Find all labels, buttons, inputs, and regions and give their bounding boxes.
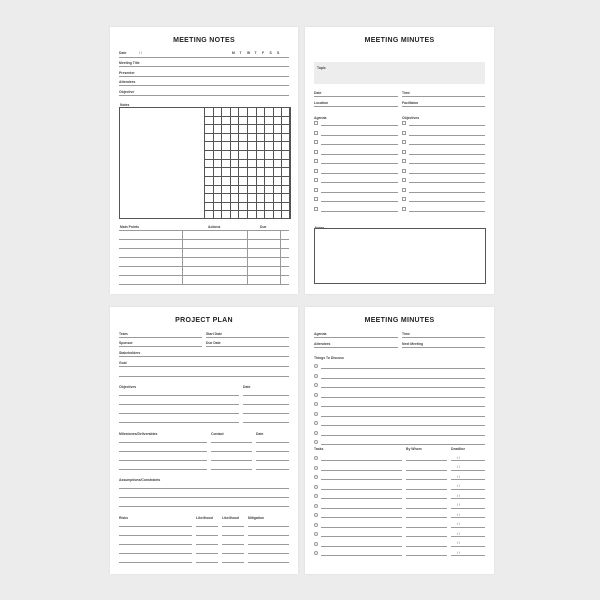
weekday-letter[interactable]: M xyxy=(232,51,235,55)
grid-line xyxy=(204,202,290,203)
agenda-checkbox[interactable] xyxy=(314,188,318,192)
objective-checkbox[interactable] xyxy=(402,150,406,154)
task-checkbox[interactable] xyxy=(314,456,318,460)
task-line[interactable] xyxy=(321,527,402,528)
agenda-checkbox[interactable] xyxy=(314,178,318,182)
task-checkbox[interactable] xyxy=(314,485,318,489)
deadline-line[interactable] xyxy=(451,460,485,461)
field-label: Presenter xyxy=(119,70,135,75)
task-checkbox[interactable] xyxy=(314,513,318,517)
task-line[interactable] xyxy=(321,498,402,499)
objective-line[interactable] xyxy=(409,201,485,202)
impact-line[interactable] xyxy=(222,526,244,527)
team-label: Team xyxy=(119,332,128,336)
meeting-notes-title: MEETING NOTES xyxy=(173,37,235,44)
grid-line xyxy=(290,107,291,219)
discuss-line[interactable] xyxy=(321,425,485,426)
objective-date-line[interactable] xyxy=(243,413,289,414)
notes-label: Notes xyxy=(120,103,130,107)
objective-line[interactable] xyxy=(409,125,485,126)
sponsor-line xyxy=(119,346,202,347)
field-line[interactable] xyxy=(119,85,289,86)
attendees-line xyxy=(314,347,398,348)
field-label: Meeting Title xyxy=(119,61,140,65)
grid-line xyxy=(204,124,290,125)
team-line xyxy=(119,337,202,338)
topic-box[interactable] xyxy=(314,62,485,84)
grid-line xyxy=(204,133,290,134)
risk-line[interactable] xyxy=(119,535,192,536)
field-label: Objective xyxy=(119,89,135,94)
task-line[interactable] xyxy=(321,479,402,480)
table-row-line[interactable] xyxy=(119,239,289,240)
by-whom-line[interactable] xyxy=(406,470,447,471)
mitigation-line[interactable] xyxy=(248,553,289,554)
objective-checkbox[interactable] xyxy=(402,131,406,135)
stakeholders-line xyxy=(119,356,289,357)
deadline-line[interactable] xyxy=(451,527,485,528)
discuss-checkbox[interactable] xyxy=(314,364,318,368)
discuss-checkbox[interactable] xyxy=(314,402,318,406)
deadline-line[interactable] xyxy=(451,508,485,509)
grid-line xyxy=(204,159,290,160)
milestone-date-label: Date xyxy=(256,432,264,436)
goal-line xyxy=(119,366,289,367)
milestones-label: Milestones/Deliverables xyxy=(119,432,158,436)
risk-line[interactable] xyxy=(119,526,192,527)
deadline-line[interactable] xyxy=(451,536,485,537)
contact-line[interactable] xyxy=(211,442,252,443)
deadline-slashes: / / xyxy=(457,484,460,488)
objectives-label: Objectives xyxy=(119,385,137,389)
stakeholders-label: Stakeholders xyxy=(119,351,141,355)
tasks-header: Tasks xyxy=(314,447,324,451)
task-checkbox[interactable] xyxy=(314,532,318,536)
due-line xyxy=(206,346,289,347)
actions-header: Actions xyxy=(208,225,221,229)
discuss-line[interactable] xyxy=(321,444,485,445)
notes-box[interactable] xyxy=(314,228,486,284)
agenda-label: Agenda xyxy=(314,332,327,336)
milestone-date-line[interactable] xyxy=(256,469,289,470)
deadline-header: Deadline xyxy=(451,447,466,451)
risks-header: Risks xyxy=(119,516,129,520)
milestone-date-line[interactable] xyxy=(256,460,289,461)
goal-line-2 xyxy=(119,376,289,377)
by-whom-line[interactable] xyxy=(406,508,447,509)
discuss-checkbox[interactable] xyxy=(314,383,318,387)
by-whom-line[interactable] xyxy=(406,460,447,461)
task-checkbox[interactable] xyxy=(314,466,318,470)
grid-line xyxy=(204,176,290,177)
deadline-line[interactable] xyxy=(451,498,485,499)
meeting-minutes-page-2 xyxy=(305,307,494,574)
agenda-checkbox[interactable] xyxy=(314,197,318,201)
milestone-line[interactable] xyxy=(119,469,207,470)
topic-label: Topic xyxy=(317,66,326,70)
due-header: Due xyxy=(260,225,267,229)
deadline-slashes: / / xyxy=(457,474,460,479)
time-label: Time xyxy=(402,91,410,95)
assumptions-label: Assumptions/Constraints xyxy=(119,478,161,482)
agenda-line[interactable] xyxy=(321,154,398,155)
by-whom-line[interactable] xyxy=(406,546,447,547)
objective-checkbox[interactable] xyxy=(402,140,406,144)
mitigation-line[interactable] xyxy=(248,544,289,545)
table-row-line[interactable] xyxy=(119,257,289,258)
milestone-line[interactable] xyxy=(119,460,207,461)
field-line[interactable] xyxy=(119,76,289,77)
date-line xyxy=(314,96,398,97)
task-line[interactable] xyxy=(321,470,402,471)
contact-line[interactable] xyxy=(211,469,252,470)
task-line[interactable] xyxy=(321,517,402,518)
deadline-slashes: / / xyxy=(457,503,460,507)
deadline-slashes: / / xyxy=(457,512,460,517)
objective-line[interactable] xyxy=(119,413,239,414)
task-checkbox[interactable] xyxy=(314,504,318,508)
deadline-slashes: / / xyxy=(457,541,460,545)
milestone-date-line[interactable] xyxy=(256,451,289,452)
objectives-date-label: Date xyxy=(243,385,251,389)
objective-line[interactable] xyxy=(119,404,239,405)
likelihood-line[interactable] xyxy=(196,553,218,554)
grid-line xyxy=(204,185,290,186)
time-line xyxy=(402,337,485,338)
task-checkbox[interactable] xyxy=(314,542,318,546)
mitigation-line[interactable] xyxy=(248,526,289,527)
task-line[interactable] xyxy=(321,555,402,556)
next-meeting-label: Next Meeting xyxy=(402,342,424,346)
weekday-letter[interactable]: T xyxy=(254,51,257,55)
task-line[interactable] xyxy=(321,536,402,537)
impact-line[interactable] xyxy=(222,535,244,536)
task-line[interactable] xyxy=(321,460,402,461)
table-row-line[interactable] xyxy=(119,266,289,267)
task-checkbox[interactable] xyxy=(314,475,318,479)
objective-line[interactable] xyxy=(409,144,485,145)
discuss-checkbox[interactable] xyxy=(314,393,318,397)
field-line[interactable] xyxy=(119,95,289,96)
discuss-checkbox[interactable] xyxy=(314,421,318,425)
objective-date-line[interactable] xyxy=(243,395,289,396)
agenda-checkbox[interactable] xyxy=(314,150,318,154)
grid-line xyxy=(204,210,290,211)
impact-line[interactable] xyxy=(222,562,244,563)
agenda-line[interactable] xyxy=(321,182,398,183)
grid-line xyxy=(204,150,290,151)
goal-label: Goal xyxy=(119,361,127,365)
table-header-line xyxy=(119,230,289,231)
weekday-letter[interactable]: S xyxy=(277,51,280,55)
weekday-letter[interactable]: W xyxy=(247,51,251,55)
objective-checkbox[interactable] xyxy=(402,207,406,211)
task-line[interactable] xyxy=(321,508,402,509)
date-label: Date xyxy=(314,91,322,95)
objective-checkbox[interactable] xyxy=(402,188,406,192)
discuss-line[interactable] xyxy=(321,406,485,407)
discuss-checkbox[interactable] xyxy=(314,374,318,378)
agenda-line[interactable] xyxy=(321,173,398,174)
agenda-line[interactable] xyxy=(321,125,398,126)
likelihood-line[interactable] xyxy=(196,562,218,563)
likelihood-line[interactable] xyxy=(196,544,218,545)
meeting-minutes-page-1 xyxy=(305,27,494,294)
contact-line[interactable] xyxy=(211,451,252,452)
discuss-line[interactable] xyxy=(321,397,485,398)
discuss-checkbox[interactable] xyxy=(314,431,318,435)
mitigation-line[interactable] xyxy=(248,562,289,563)
divider xyxy=(119,57,289,58)
objective-line[interactable] xyxy=(119,395,239,396)
next-meeting-line xyxy=(402,347,485,348)
time-label: Time xyxy=(402,332,410,336)
objective-checkbox[interactable] xyxy=(402,121,406,125)
objective-line[interactable] xyxy=(409,154,485,155)
impact-line[interactable] xyxy=(222,553,244,554)
by-whom-line[interactable] xyxy=(406,517,447,518)
objective-line[interactable] xyxy=(409,163,485,164)
agenda-line[interactable] xyxy=(321,144,398,145)
objective-checkbox[interactable] xyxy=(402,159,406,163)
discuss-line[interactable] xyxy=(321,387,485,388)
objective-line[interactable] xyxy=(409,182,485,183)
due-date-label: Due Date xyxy=(206,341,221,345)
agenda-checkbox[interactable] xyxy=(314,159,318,163)
agenda-line[interactable] xyxy=(321,201,398,202)
impact-line[interactable] xyxy=(222,544,244,545)
meeting-minutes-title-2: MEETING MINUTES xyxy=(364,317,435,324)
by-whom-line[interactable] xyxy=(406,498,447,499)
risk-line[interactable] xyxy=(119,562,192,563)
grid-line xyxy=(204,141,290,142)
table-row-line[interactable] xyxy=(119,284,289,285)
mitigation-line[interactable] xyxy=(248,535,289,536)
deadline-line[interactable] xyxy=(451,470,485,471)
objective-checkbox[interactable] xyxy=(402,178,406,182)
agenda-checkbox[interactable] xyxy=(314,207,318,211)
contact-label: Contact xyxy=(211,432,224,436)
discuss-checkbox[interactable] xyxy=(314,412,318,416)
by-whom-line[interactable] xyxy=(406,489,447,490)
objective-checkbox[interactable] xyxy=(402,197,406,201)
deadline-line[interactable] xyxy=(451,546,485,547)
assumption-line[interactable] xyxy=(119,497,289,498)
discuss-checkbox[interactable] xyxy=(314,440,318,444)
discuss-line[interactable] xyxy=(321,435,485,436)
grid-line xyxy=(204,116,290,117)
deadline-slashes: / / xyxy=(457,550,460,555)
agenda-line xyxy=(314,337,398,338)
task-line[interactable] xyxy=(321,546,402,547)
deadline-line[interactable] xyxy=(451,479,485,480)
meeting-minutes-title-1: MEETING MINUTES xyxy=(364,37,435,44)
task-line[interactable] xyxy=(321,489,402,490)
agenda-line[interactable] xyxy=(321,135,398,136)
facilitator-label: Facilitator xyxy=(402,101,419,105)
contact-line[interactable] xyxy=(211,460,252,461)
assumption-line[interactable] xyxy=(119,506,289,507)
sponsor-label: Sponsor xyxy=(119,341,133,345)
by-whom-line[interactable] xyxy=(406,527,447,528)
milestone-line[interactable] xyxy=(119,442,207,443)
by-whom-line[interactable] xyxy=(406,479,447,480)
start-date-label: Start Date xyxy=(206,332,223,336)
grid-line xyxy=(204,167,290,168)
by-whom-header: By Whom xyxy=(406,447,422,451)
risk-line[interactable] xyxy=(119,553,192,554)
agenda-label: Agenda xyxy=(314,116,327,120)
date-label: Date xyxy=(119,51,127,55)
objective-date-line[interactable] xyxy=(243,422,289,423)
weekday-letter[interactable]: T xyxy=(239,51,242,55)
task-checkbox[interactable] xyxy=(314,551,318,555)
deadline-slashes: / / xyxy=(457,465,460,469)
objective-checkbox[interactable] xyxy=(402,169,406,173)
grid-line xyxy=(204,193,290,194)
objective-date-line[interactable] xyxy=(243,404,289,405)
task-checkbox[interactable] xyxy=(314,494,318,498)
objective-line[interactable] xyxy=(409,192,485,193)
agenda-checkbox[interactable] xyxy=(314,131,318,135)
agenda-line[interactable] xyxy=(321,192,398,193)
meeting-notes-page xyxy=(110,27,298,294)
table-row-line[interactable] xyxy=(119,275,289,276)
likelihood-line[interactable] xyxy=(196,535,218,536)
deadline-line[interactable] xyxy=(451,517,485,518)
objective-line[interactable] xyxy=(409,135,485,136)
deadline-slashes: / / xyxy=(457,522,460,526)
weekday-letter[interactable]: S xyxy=(269,51,272,55)
agenda-line[interactable] xyxy=(321,163,398,164)
deadline-slashes: / / xyxy=(457,493,460,498)
field-line[interactable] xyxy=(119,66,289,67)
deadline-slashes: / / xyxy=(457,455,460,460)
deadline-line[interactable] xyxy=(451,489,485,490)
assumption-line[interactable] xyxy=(119,488,289,489)
objective-line[interactable] xyxy=(119,422,239,423)
table-row-line[interactable] xyxy=(119,248,289,249)
milestone-line[interactable] xyxy=(119,451,207,452)
by-whom-line[interactable] xyxy=(406,555,447,556)
project-plan-title: PROJECT PLAN xyxy=(175,317,233,324)
likelihood-header: Likelihood xyxy=(196,516,213,520)
deadline-line[interactable] xyxy=(451,555,485,556)
agenda-checkbox[interactable] xyxy=(314,121,318,125)
impact-header: Likelihood xyxy=(222,516,239,520)
agenda-checkbox[interactable] xyxy=(314,140,318,144)
attendees-label: Attendees xyxy=(314,342,331,346)
mitigation-header: Mitigation xyxy=(248,516,265,520)
task-checkbox[interactable] xyxy=(314,523,318,527)
likelihood-line[interactable] xyxy=(196,526,218,527)
start-line xyxy=(206,337,289,338)
main-points-header: Main Points xyxy=(120,225,140,229)
facilitator-line xyxy=(402,106,485,107)
deadline-slashes: / / xyxy=(457,531,460,536)
location-label: Location xyxy=(314,101,329,105)
by-whom-line[interactable] xyxy=(406,536,447,537)
date-slashes: / / xyxy=(139,51,142,55)
discuss-line[interactable] xyxy=(321,416,485,417)
location-line xyxy=(314,106,398,107)
agenda-line[interactable] xyxy=(321,211,398,212)
things-to-discuss-label: Things To Discuss xyxy=(314,356,344,360)
objective-line[interactable] xyxy=(409,211,485,212)
project-plan-page xyxy=(110,307,298,574)
discuss-line[interactable] xyxy=(321,378,485,379)
objectives-label: Objectives xyxy=(402,116,420,120)
discuss-line[interactable] xyxy=(321,368,485,369)
objective-line[interactable] xyxy=(409,173,485,174)
milestone-date-line[interactable] xyxy=(256,442,289,443)
agenda-checkbox[interactable] xyxy=(314,169,318,173)
weekday-letter[interactable]: F xyxy=(262,51,265,55)
field-label: Attendees xyxy=(119,80,136,84)
time-line xyxy=(402,96,485,97)
notes-label: Notes xyxy=(315,226,325,230)
risk-line[interactable] xyxy=(119,544,192,545)
